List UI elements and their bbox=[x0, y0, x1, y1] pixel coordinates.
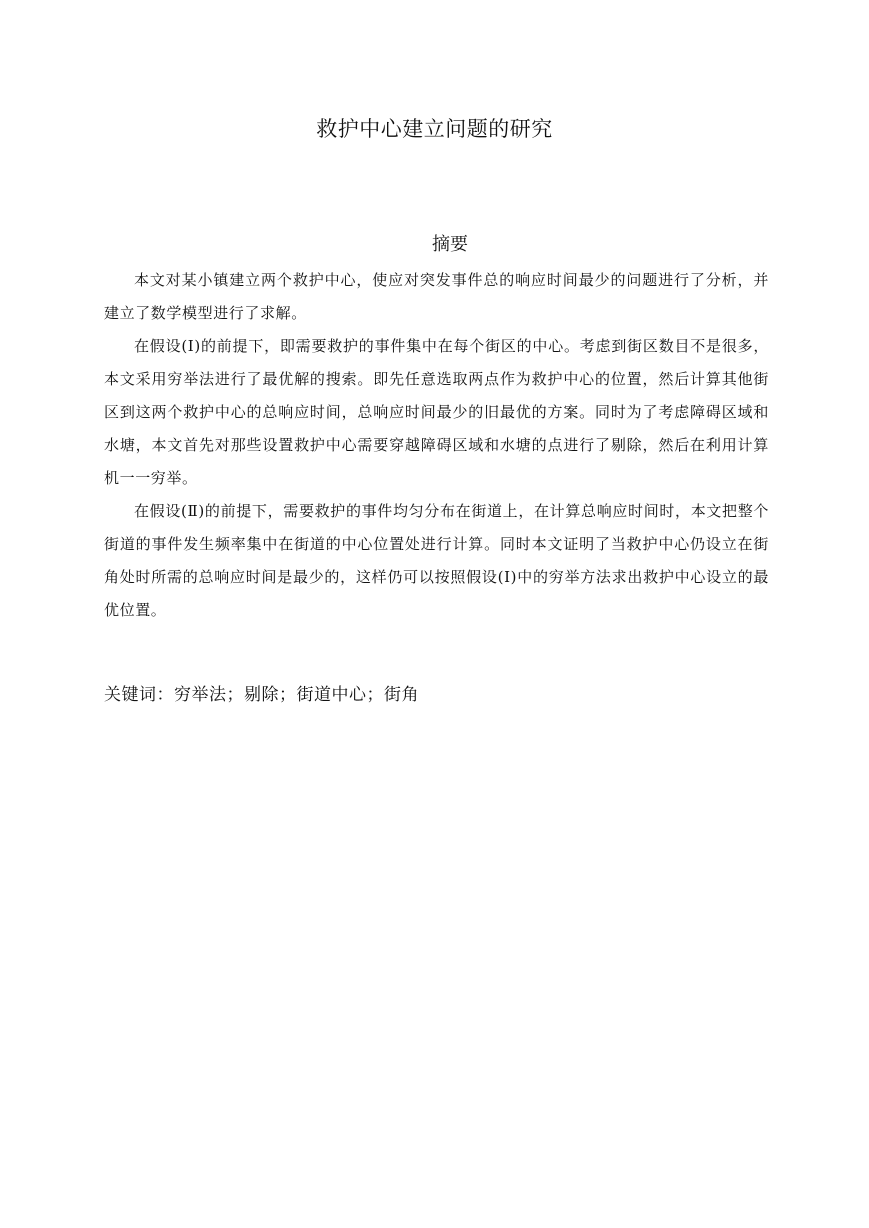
keyword: 剔除 bbox=[244, 685, 279, 705]
abstract-paragraph: 在假设(I)的前提下，即需要救护的事件集中在每个街区的中心。考虑到街区数目不是很多，本文采用穷举法进行了最优解的搜索。即先任意选取两点作为救护中心的位置，然后计算其他街区到这两个救护中心的总响应时间，总响应时间最少的旧最优的方案。同时为了考虑障碍区域和水塘，本文首先对那些设置救护中心需要穿越障碍区域和水塘的点进行了剔除，然后在利用计算机一一穷举。 bbox=[104, 337, 769, 487]
keyword-separator: ； bbox=[366, 685, 384, 705]
keyword: 穷举法 bbox=[174, 685, 227, 705]
keywords-label: 关键词： bbox=[104, 685, 174, 705]
keyword-separator: ； bbox=[279, 685, 297, 705]
abstract-paragraph: 本文对某小镇建立两个救护中心，使应对突发事件总的响应时间最少的问题进行了分析，并建立了数学模型进行了求解。 bbox=[104, 271, 769, 322]
keywords-line bbox=[104, 680, 769, 710]
paper-title: 救护中心建立问题的研究 bbox=[316, 117, 553, 141]
abstract-paragraph: 在假设(Ⅱ)的前提下，需要救护的事件均匀分布在街道上，在计算总响应时间时，本文把整个街道的事件发生频率集中在街道的中心位置处进行计算。同时本文证明了当救护中心仍设立在街角处时所需的总响应时间是最少的，这样仍可以按照假设(I)中的穷举方法求出救护中心设立的最优位置。 bbox=[104, 502, 769, 619]
keyword: 街道中心 bbox=[296, 685, 367, 705]
keyword: 街角 bbox=[384, 685, 419, 705]
abstract-heading: 摘要 bbox=[432, 234, 468, 255]
keyword-separator: ； bbox=[226, 685, 244, 705]
abstract-body bbox=[104, 264, 769, 627]
